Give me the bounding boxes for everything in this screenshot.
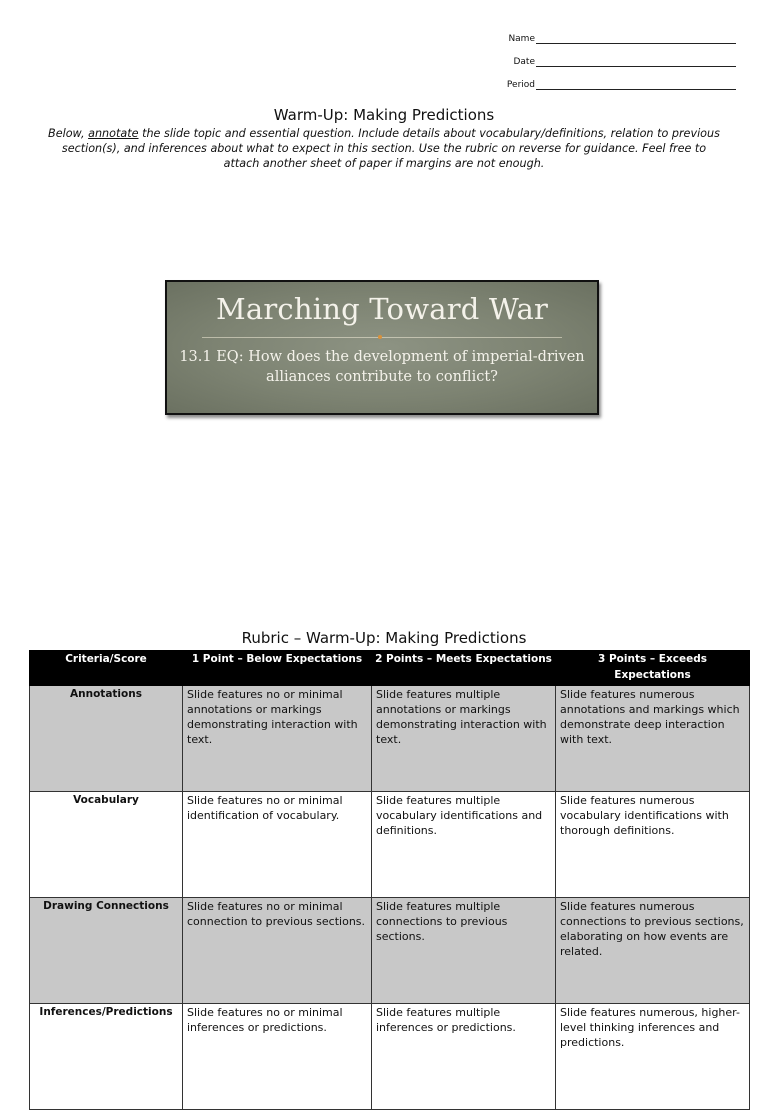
- rubric-table: [29, 650, 750, 1110]
- instructions-body: the slide topic and essential question. Include details about vocabulary/definitions, relation to previous section(s), and inferences about what to expect in this section. Use the rubric on reverse for guidance. Feel free to attach another sheet of paper if margins are not enough.: [61, 127, 720, 170]
- date-line[interactable]: [536, 57, 736, 67]
- name-line[interactable]: [536, 34, 736, 44]
- slide-ornament-dot: [378, 335, 382, 339]
- criteria-cell: Vocabulary: [30, 792, 183, 898]
- score-3-cell: Slide features numerous, higher-level thinking inferences and predictions.: [556, 1004, 750, 1110]
- period-label: Period: [506, 80, 535, 90]
- score-1-cell: Slide features no or minimal identification of vocabulary.: [183, 792, 372, 898]
- table-row: [30, 686, 750, 792]
- table-row: [30, 1004, 750, 1110]
- name-field[interactable]: [508, 34, 736, 44]
- score-3-cell: Slide features numerous connections to previous sections, elaborating on how events are related.: [556, 898, 750, 1004]
- criteria-cell: Annotations: [30, 686, 183, 792]
- header-2-points: 2 Points – Meets Expectations: [372, 651, 556, 686]
- score-2-cell: Slide features multiple annotations or markings demonstrating interaction with text.: [372, 686, 556, 792]
- rubric-title: Rubric – Warm-Up: Making Predictions: [241, 629, 527, 647]
- slide-divider: [202, 337, 562, 338]
- date-label: Date: [513, 57, 535, 67]
- score-3-cell: Slide features numerous vocabulary identifications with thorough definitions.: [556, 792, 750, 898]
- slide-eq-line-1: 13.1 EQ: How does the development of imperial-driven: [179, 349, 585, 365]
- instructions: [46, 126, 722, 171]
- slide-essential-question: [167, 347, 597, 387]
- slide-eq-line-2: alliances contribute to conflict?: [266, 369, 498, 385]
- rubric-header-row: [30, 651, 750, 686]
- table-row: [30, 792, 750, 898]
- instructions-keyword: annotate: [88, 127, 139, 140]
- score-2-cell: Slide features multiple vocabulary identifications and definitions.: [372, 792, 556, 898]
- criteria-cell: Inferences/Predictions: [30, 1004, 183, 1110]
- criteria-cell: Drawing Connections: [30, 898, 183, 1004]
- header-1-point: 1 Point – Below Expectations: [183, 651, 372, 686]
- score-2-cell: Slide features multiple connections to previous sections.: [372, 898, 556, 1004]
- name-label: Name: [508, 34, 535, 44]
- header-3-points: 3 Points – Exceeds Expectations: [556, 651, 750, 686]
- header-criteria: Criteria/Score: [30, 651, 183, 686]
- score-1-cell: Slide features no or minimal connection to previous sections.: [183, 898, 372, 1004]
- score-1-cell: Slide features no or minimal inferences or predictions.: [183, 1004, 372, 1110]
- instructions-lead: Below,: [48, 127, 89, 140]
- lesson-slide-image: [165, 280, 599, 415]
- score-2-cell: Slide features multiple inferences or predictions.: [372, 1004, 556, 1110]
- table-row: [30, 898, 750, 1004]
- score-1-cell: Slide features no or minimal annotations or markings demonstrating interaction with text.: [183, 686, 372, 792]
- page-title: Warm-Up: Making Predictions: [273, 106, 495, 124]
- slide-title: Marching Toward War: [215, 292, 549, 326]
- period-field[interactable]: [507, 80, 736, 90]
- date-field[interactable]: [513, 57, 736, 67]
- score-3-cell: Slide features numerous annotations and markings which demonstrate deep interaction with text.: [556, 686, 750, 792]
- period-line[interactable]: [536, 80, 736, 90]
